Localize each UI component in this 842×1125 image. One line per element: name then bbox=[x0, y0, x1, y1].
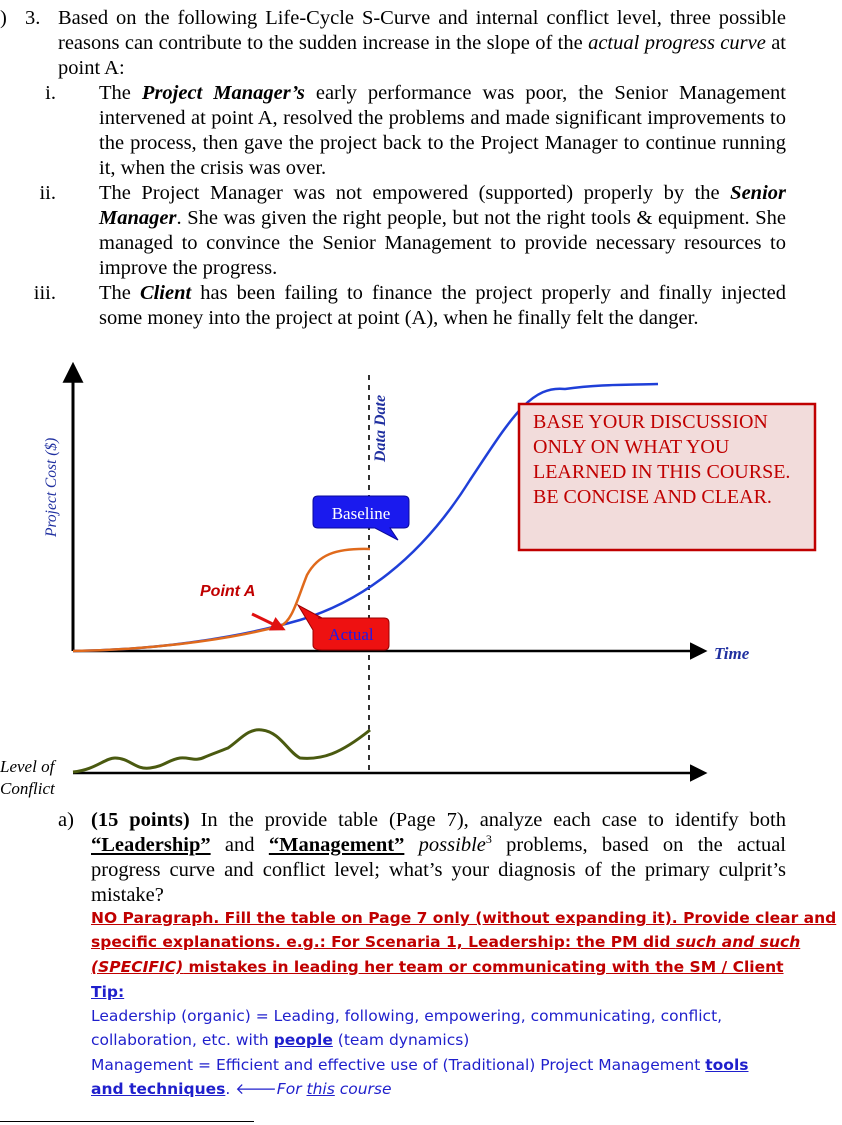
question-stem: Based on the following Life-Cycle S-Curve and internal conflict level, three possible reasons can contribute to the sudden increase in the slope of the actual progress curve at point A: bbox=[58, 7, 786, 79]
tip-leadership-line-1: Leadership (organic) = Leading, following, empowering, communicating, conflict, bbox=[91, 1007, 723, 1025]
x-axis-label: Time bbox=[714, 644, 750, 663]
tip-management-line-2: and techniques. 🡐For this course bbox=[91, 1080, 392, 1098]
note-text: BASE YOUR DISCUSSION ONLY ON WHAT YOU LEARNED IN THIS COURSE. BE CONCISE AND CLEAR. bbox=[533, 411, 791, 508]
baseline-label: Baseline bbox=[331, 504, 391, 523]
reason-2-text: The Project Manager was not empowered (supported) properly by the Senior Manager. She was given the right people, but not the right tools & equipment. She managed to convince the Senior Management to provide necessary resources to improve the progress. bbox=[99, 182, 786, 279]
question-number: 3. bbox=[25, 7, 41, 29]
part-a-question: (15 points) In the provide table (Page 7), analyze each case to identify both “Leadership” and “Management” possible$^3$ problems, based on the actual progress curve and conflict level; what’s your diagnosis of the primary culprit’s mistake? bbox=[91, 809, 787, 906]
point-a-label: Point A bbox=[200, 583, 256, 600]
reason-numeral-2: ii. bbox=[39, 182, 56, 204]
footnote-ref: 3 bbox=[485, 832, 492, 847]
point-a-arrow bbox=[252, 614, 283, 629]
reason-1-text: The Project Manager’s early performance was poor, the Senior Management intervened at point A, resolved the problems and made significant improvements to the process, then gave the project back to the Project Manager to continue running it, when the crisis was over. bbox=[99, 82, 787, 179]
y-axis-label: Project Cost ($) bbox=[43, 437, 60, 537]
tip-management-line-1: Management = Efficient and effective use of (Traditional) Project Management tools bbox=[91, 1056, 749, 1074]
conflict-label-1: Level of bbox=[0, 757, 55, 776]
reason-numeral-1: i. bbox=[45, 82, 56, 104]
question-bracket: ) bbox=[0, 7, 7, 29]
tip-leadership-line-2: collaboration, etc. with people (team dynamics) bbox=[91, 1031, 470, 1049]
instruction-line-1: NO Paragraph. Fill the table on Page 7 only (without expanding it). Provide clear and bbox=[91, 909, 837, 927]
part-a-label: a) bbox=[58, 809, 74, 831]
reason-numeral-3: iii. bbox=[33, 282, 56, 304]
management-term: “Management” bbox=[268, 834, 405, 856]
leadership-term: “Leadership” bbox=[91, 834, 211, 856]
reason-3-text: The Client has been failing to finance the project properly and finally injected some money into the project at point (A), when he finally felt the danger. bbox=[99, 282, 787, 329]
conflict-label-2: Conflict bbox=[0, 779, 55, 798]
data-date-label: Data Date bbox=[372, 394, 389, 462]
footnote-separator bbox=[0, 1121, 254, 1122]
actual-label: Actual bbox=[328, 625, 374, 644]
conflict-curve bbox=[73, 730, 370, 772]
left-arrow-icon: 🡐 bbox=[235, 1080, 277, 1098]
tip-label: Tip: bbox=[91, 983, 125, 1001]
instruction-line-2: specific explanations. e.g.: For Scenaria 1, Leadership: the PM did such and such bbox=[91, 933, 801, 951]
instruction-line-3: (SPECIFIC) mistakes in leading her team or communicating with the SM / Client bbox=[91, 958, 784, 976]
